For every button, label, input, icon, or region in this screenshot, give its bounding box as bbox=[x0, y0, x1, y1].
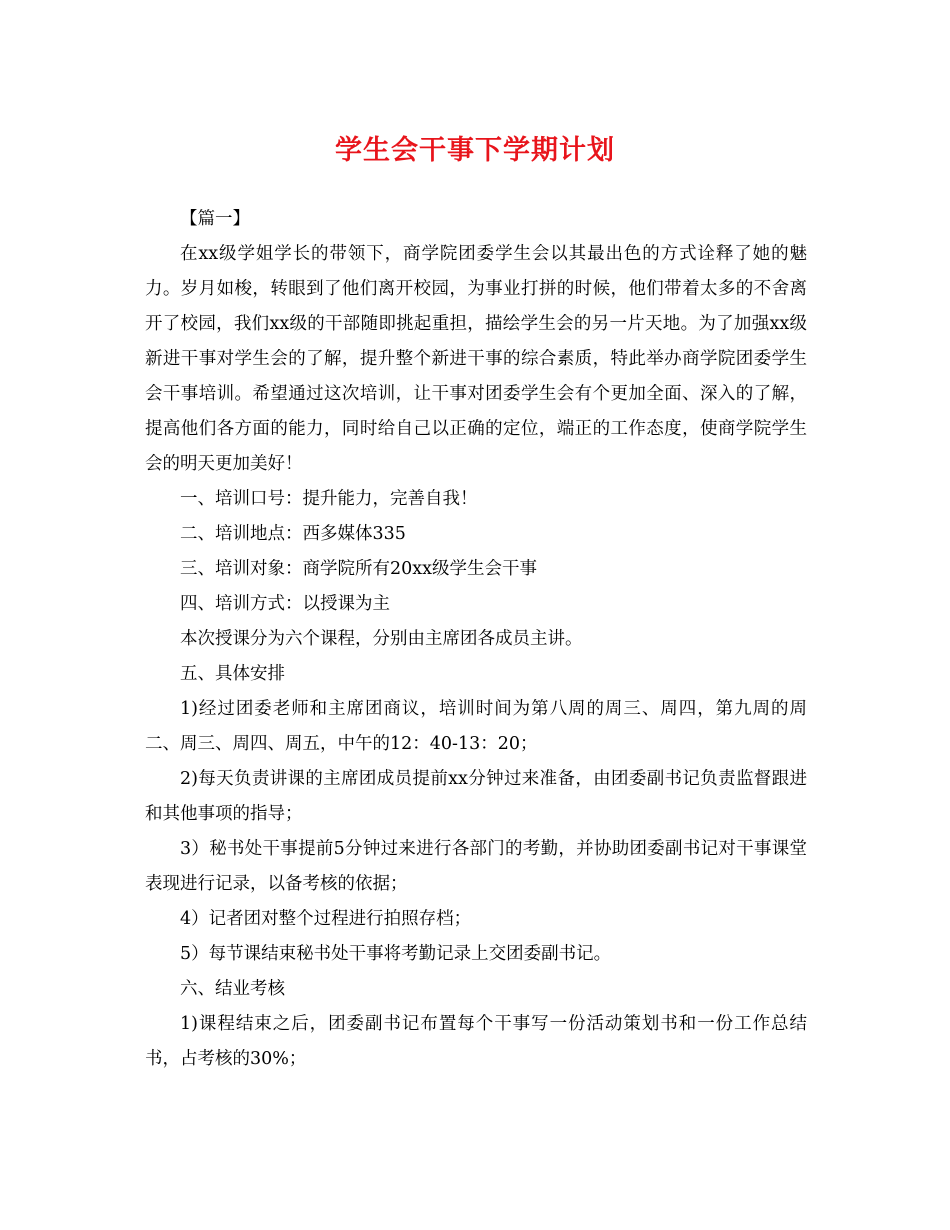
training-method: 四、培训方式：以授课为主 bbox=[180, 594, 390, 614]
arrangement-item-1: 1)经过团委老师和主席团商议，培训时间为第八周的周三、周四，第九周的周二、周三、周四、周五，中午的12：40-13：20； bbox=[145, 699, 807, 754]
arrangement-item-5: 5）每节课结束秘书处干事将考勤记录上交团委副书记。 bbox=[180, 944, 612, 964]
training-location: 二、培训地点：西多媒体335 bbox=[180, 524, 406, 544]
intro-paragraph: 在xx级学姐学长的带领下，商学院团委学生会以其最出色的方式诠释了她的魅力。岁月如梭，转眼到了他们离开校园，为事业打拼的时候，他们带着太多的不舍离开了校园，我们xx级的干部随即挑起重担，描绘学生会的另一片天地。为了加强xx级新进干事对学生会的了解，提升整个新进干事的综合素质，特此举办商学院团委学生会干事培训。希望通过这次培训，让干事对团委学生会有个更加全面、深入的了解，提高他们各方面的能力，同时给自己以正确的定位，端正的工作态度，使商学院学生会的明天更加美好！ bbox=[145, 244, 807, 474]
document-body bbox=[145, 202, 807, 1077]
arrangement-heading: 五、具体安排 bbox=[180, 664, 285, 684]
assessment-item-1: 1)课程结束之后，团委副书记布置每个干事写一份活动策划书和一份工作总结书，占考核的30%； bbox=[145, 1014, 807, 1069]
course-description: 本次授课分为六个课程，分别由主席团各成员主讲。 bbox=[180, 629, 583, 649]
arrangement-item-3: 3）秘书处干事提前5分钟过来进行各部门的考勤，并协助团委副书记对干事课堂表现进行记录，以备考核的依据； bbox=[145, 839, 807, 894]
arrangement-item-4: 4）记者团对整个过程进行拍照存档； bbox=[180, 909, 472, 929]
training-slogan: 一、培训口号：提升能力，完善自我！ bbox=[180, 489, 478, 509]
arrangement-item-2: 2)每天负责讲课的主席团成员提前xx分钟过来准备，由团委副书记负责监督跟进和其他事项的指导； bbox=[145, 769, 807, 824]
document-title: 学生会干事下学期计划 bbox=[335, 135, 615, 166]
training-audience: 三、培训对象：商学院所有20xx级学生会干事 bbox=[180, 559, 538, 579]
section-heading-part-one: 【篇一】 bbox=[180, 209, 250, 229]
assessment-heading: 六、结业考核 bbox=[180, 979, 285, 999]
